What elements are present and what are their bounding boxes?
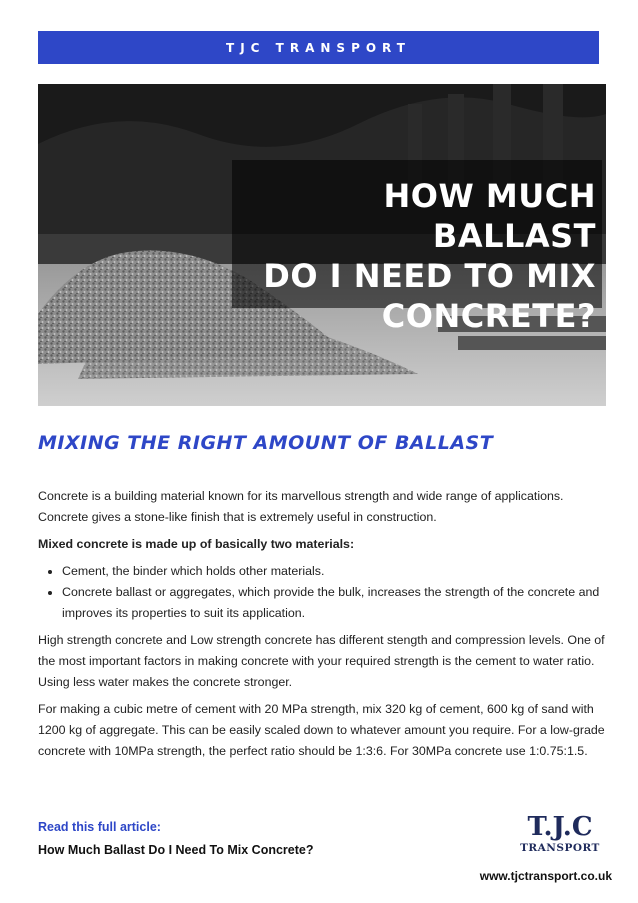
brand-bar <box>38 31 599 64</box>
tjc-logo <box>510 812 610 854</box>
mix-paragraph: For making a cubic metre of cement with 20 MPa strength, mix 320 kg of cement, 600 kg of sand with 1200 kg of aggregate. This can be easily scaled down to whatever amount you require. For a low-grade concrete with 10MPa strength, the perfect ratio should be 1:3:6. For 30MPa concrete use 1:0.75:1.5. <box>38 702 605 758</box>
hero-image <box>38 84 606 406</box>
materials-list <box>38 561 608 624</box>
website-link[interactable]: www.tjctransport.co.uk <box>479 869 612 883</box>
strength-paragraph: High strength concrete and Low strength concrete has different stength and compression levels. One of the most important factors in making concrete with your required strength is the cement to water ratio. Using less water makes the concrete stronger. <box>38 633 605 689</box>
brand-bar-text: TJC TRANSPORT <box>226 40 411 55</box>
intro-paragraph: Concrete is a building material known for its marvellous strength and wide range of applications. Concrete gives a stone-like finish that is extremely useful in construction. <box>38 489 564 524</box>
section-heading: MIXING THE RIGHT AMOUNT OF BALLAST <box>38 432 494 454</box>
list-item: • Concrete ballast or aggregates, which provide the bulk, increases the strength of the concrete and improves its properties to suit its application. <box>62 582 608 624</box>
article-link[interactable]: How Much Ballast Do I Need To Mix Concrete? <box>38 843 314 857</box>
read-article-label: Read this full article: <box>38 820 161 834</box>
hero-title-line: HOW MUCH BALLAST <box>383 177 596 255</box>
hero-title-line: DO I NEED TO MIX <box>263 257 596 295</box>
list-item: • Cement, the binder which holds other materials. <box>62 561 608 582</box>
logo-main-text: T.J.C <box>527 812 593 842</box>
hero-title-line: CONCRETE? <box>381 297 596 335</box>
hero-title <box>236 176 596 336</box>
materials-heading: Mixed concrete is made up of basically two materials: <box>38 537 355 551</box>
article-body <box>38 486 608 768</box>
logo-sub-text: TRANSPORT <box>520 842 600 854</box>
